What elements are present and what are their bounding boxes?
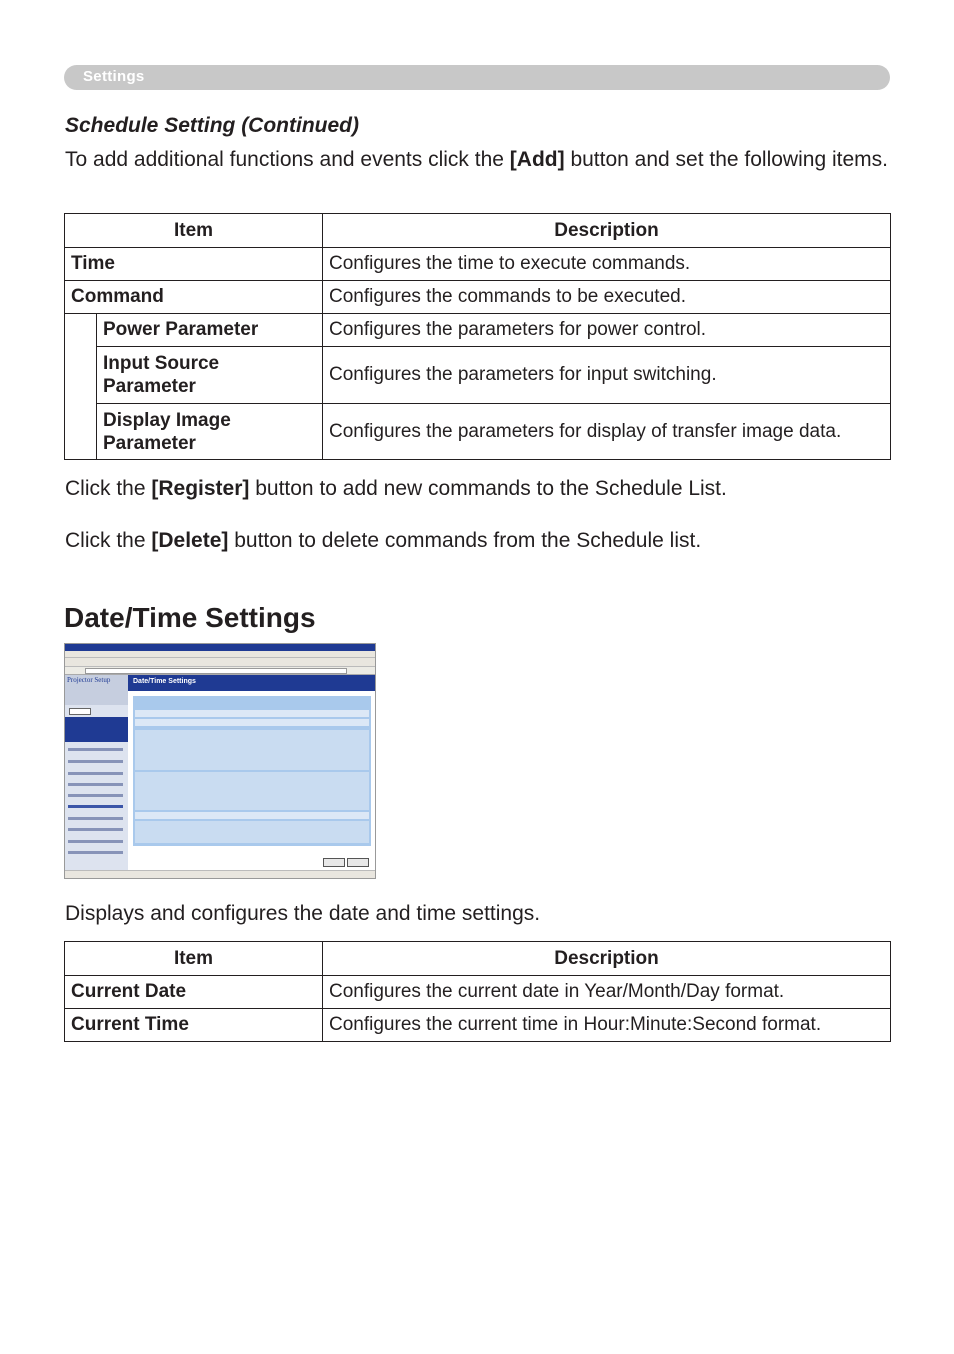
screenshot-page-title [128, 675, 375, 691]
datetime-settings-screenshot [64, 643, 376, 879]
delete-text-end: button to delete commands from the Schedule list. [228, 529, 702, 552]
datetime-section-title: Date/Time Settings [64, 602, 316, 633]
nav-item [68, 840, 123, 843]
screenshot-title-text: Date/Time Settings [133, 678, 196, 685]
row-description: Configures the parameters for display of transfer image data. [323, 404, 891, 460]
col-header-item: Item [65, 214, 323, 248]
panel-row [135, 812, 369, 819]
status-bar [65, 870, 375, 879]
row-description: Configures the current date in Year/Month/Day format. [323, 976, 891, 1009]
top-button [347, 858, 369, 867]
apply-button [323, 858, 345, 867]
row-description: Configures the current time in Hour:Minute:Second format. [323, 1009, 891, 1042]
nav-item [68, 851, 123, 854]
row-item: Current Time [65, 1009, 323, 1042]
panel-row [135, 730, 369, 770]
section-header-label: Settings [83, 68, 145, 85]
menu-bar [65, 651, 375, 658]
panel-row [135, 772, 369, 810]
row-item: Command [65, 281, 323, 314]
row-description: Configures the parameters for power control. [323, 314, 891, 347]
projector-setup-logo [65, 675, 128, 705]
row-item: Input Source Parameter [97, 347, 323, 404]
intro-text-end: button and set the following items. [564, 148, 888, 171]
nav-item [68, 760, 123, 763]
nav-top-item [65, 717, 128, 742]
nav-item [68, 783, 123, 786]
table-row [65, 347, 891, 404]
panel-row [135, 710, 369, 717]
table-row [65, 976, 891, 1009]
indent-cell [65, 314, 97, 460]
table-row [65, 404, 891, 460]
section-header-bar [64, 65, 890, 90]
schedule-intro [65, 147, 895, 173]
table-row [65, 248, 891, 281]
schedule-subheading: Schedule Setting (Continued) [65, 114, 359, 137]
row-item: Display Image Parameter [97, 404, 323, 460]
row-description: Configures the parameters for input switching. [323, 347, 891, 404]
intro-text: To add additional functions and events click the [65, 148, 510, 171]
register-instruction [65, 476, 895, 502]
nav-item [68, 748, 123, 751]
schedule-items-table [64, 213, 891, 460]
add-button-ref: [Add] [509, 148, 565, 171]
row-description: Configures the commands to be executed. [323, 281, 891, 314]
row-item: Power Parameter [97, 314, 323, 347]
col-header-item: Item [65, 942, 323, 976]
table-row [65, 281, 891, 314]
address-bar [65, 667, 375, 675]
panel-row [135, 821, 369, 843]
logo-text: Projector Setup [67, 676, 111, 684]
datetime-items-table [64, 941, 891, 1042]
panel-row [135, 719, 369, 726]
register-button-ref: [Register] [151, 477, 250, 500]
nav-item [68, 772, 123, 775]
register-text: Click the [65, 477, 152, 500]
nav-item [68, 794, 123, 797]
table-row [65, 1009, 891, 1042]
register-text-end: button to add new commands to the Schedule List. [249, 477, 727, 500]
col-header-description: Description [323, 942, 891, 976]
table-row [65, 314, 891, 347]
logoff-button [69, 708, 91, 715]
delete-instruction [65, 528, 895, 554]
col-header-description: Description [323, 214, 891, 248]
nav-item [68, 817, 123, 820]
row-description: Configures the time to execute commands. [323, 248, 891, 281]
delete-button-ref: [Delete] [151, 529, 229, 552]
row-item: Time [65, 248, 323, 281]
delete-text: Click the [65, 529, 152, 552]
window-titlebar [65, 644, 375, 651]
nav-item [68, 828, 123, 831]
row-item: Current Date [65, 976, 323, 1009]
nav-item-active [68, 805, 123, 808]
datetime-caption: Displays and configures the date and time settings. [65, 902, 541, 925]
browser-toolbar [65, 658, 375, 667]
